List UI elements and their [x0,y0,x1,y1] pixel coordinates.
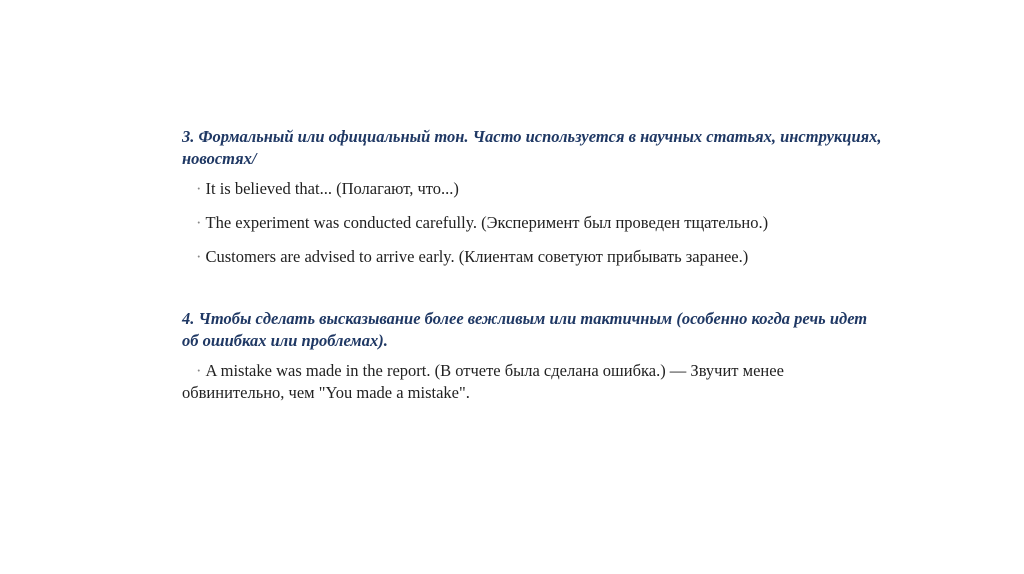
example-item [182,178,882,200]
bullet-marker: · [196,179,202,198]
example-text: Customers are advised to arrive early. (Клиентам советуют прибывать заранее.) [205,247,749,266]
example-item [182,246,882,268]
example-item [182,360,882,404]
bullet-marker: · [196,361,202,380]
example-item [182,212,882,234]
example-text: The experiment was conducted carefully. (Эксперимент был проведен тщательно.) [205,213,769,232]
example-text: A mistake was made in the report. (В отчете была сделана ошибка.) — Звучит менее обвинительно, чем "You made a mistake". [182,361,784,402]
section-heading-politeness: 4. Чтобы сделать высказывание более вежливым или тактичным (особенно когда речь идет об ошибках или проблемах). [182,309,868,350]
slide-content [182,126,882,404]
example-text: It is believed that... (Полагают, что...) [205,179,459,198]
bullet-marker: · [196,213,202,232]
bullet-marker: · [196,247,202,266]
section-heading-formal-tone: 3. Формальный или официальный тон. Часто используется в научных статьях, инструкциях, новостях/ [182,127,882,168]
